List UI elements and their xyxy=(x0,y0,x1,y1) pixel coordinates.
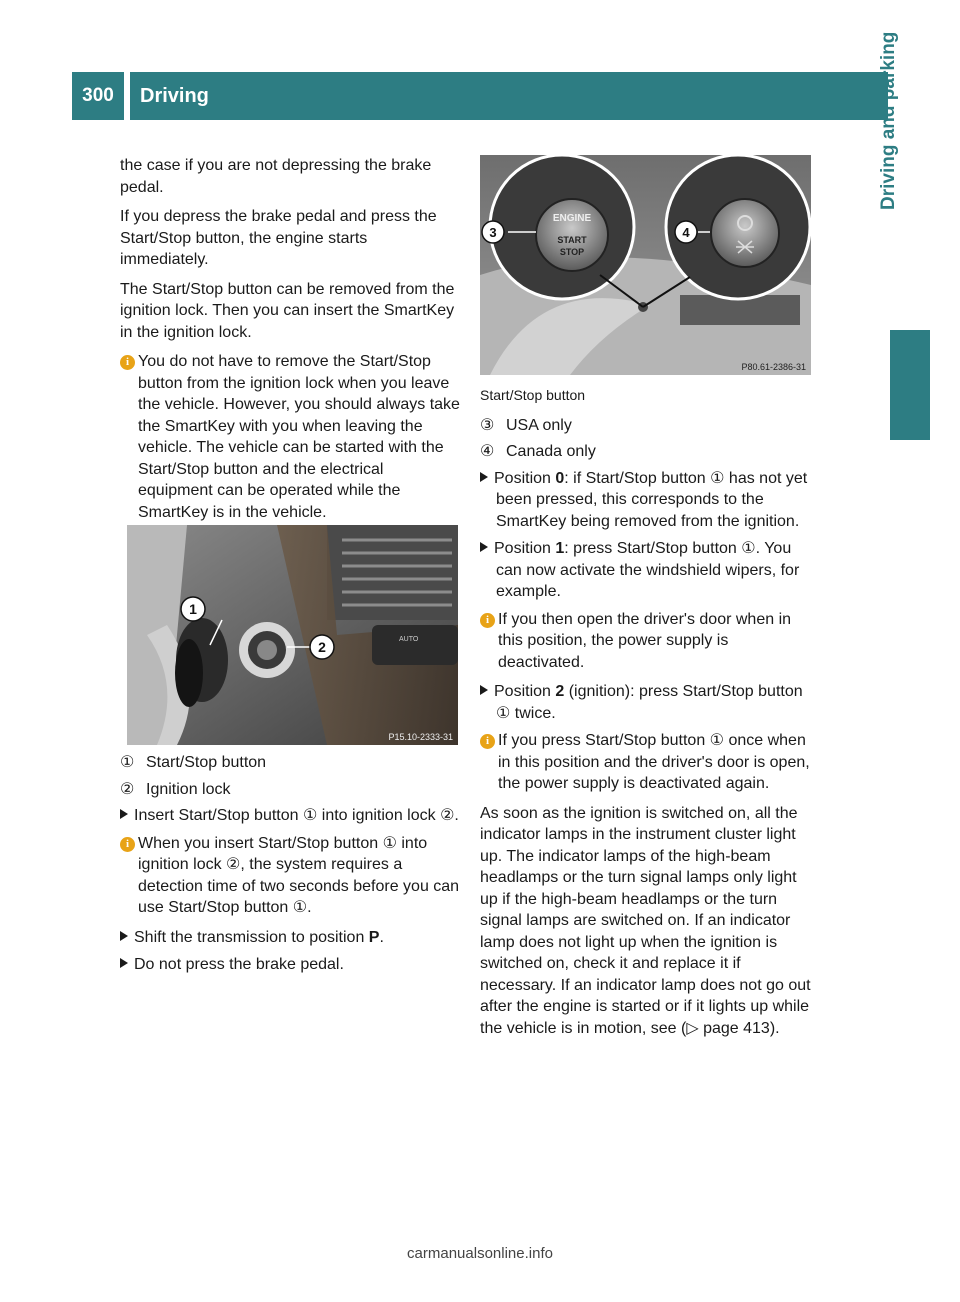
figure-caption: Start/Stop button xyxy=(480,387,586,403)
stop-label: STOP xyxy=(559,247,585,257)
legend-item xyxy=(120,752,460,774)
info-note-text: When you insert Start/Stop button ① into ignition lock ②, the system requires a detection time of two seconds before you can use Start/Stop button ①. xyxy=(138,834,460,916)
legend-item xyxy=(480,415,815,437)
step-text: Position xyxy=(494,540,556,557)
instruction-step xyxy=(120,954,460,976)
info-icon: i xyxy=(120,837,135,852)
paragraph: If you depress the brake pedal and press the Start/Stop button, the engine starts immediately. xyxy=(120,208,437,268)
side-tab-label: Driving and parking xyxy=(878,31,899,210)
start-stop-illustration xyxy=(480,155,811,375)
paragraph xyxy=(480,803,815,1040)
callout-3: 3 xyxy=(489,225,497,240)
callout-2: 2 xyxy=(318,639,326,655)
instruction-step xyxy=(480,538,815,603)
start-label: START xyxy=(557,235,587,245)
step-text: Do not press the brake pedal. xyxy=(134,956,344,973)
callout-4: 4 xyxy=(682,225,690,240)
step-text: : if Start/Stop button ① has not yet been pressed, this corresponds to the SmartKey being removed from the ignition. xyxy=(496,469,808,530)
legend-number: ③ xyxy=(480,416,495,434)
legend-number: ④ xyxy=(480,443,495,460)
info-note-text: If you press Start/Stop button ① once when in this position and the driver's door is open, the power supply is deactivated again. xyxy=(498,732,810,792)
step-emphasis: 1 xyxy=(555,540,565,557)
step-text: (ignition): press Start/Stop button ① twice. xyxy=(496,683,803,722)
legend-text: Start/Stop button xyxy=(146,754,267,771)
paragraph-text: As soon as the ignition is switched on, all the indicator lamps in the instrument cluster light up. The indicator lamps of the high-beam headlamps or the turn signal lamps only light up if the high-beam headlamps or the turn signal lamps are switched on. If an indicator lamp does not light up when the ignition is switched on, check it and replace it if necessary. If an indicator lamp does not go out after the engine is started or if it lights up while the vehicle is in motion, see xyxy=(480,804,811,1037)
legend-number: ① xyxy=(120,754,135,771)
step-arrow-icon xyxy=(120,931,128,941)
legend-text: Canada only xyxy=(506,443,596,460)
instruction-step xyxy=(120,927,460,949)
instruction-step xyxy=(480,468,815,533)
step-arrow-icon xyxy=(120,809,128,819)
engine-label: ENGINE xyxy=(552,213,592,224)
step-text: Shift the transmission to position xyxy=(134,928,369,946)
step-text: Position xyxy=(494,469,556,487)
step-text: Position xyxy=(494,683,556,700)
step-arrow-icon xyxy=(120,958,128,968)
right-column xyxy=(480,385,815,1047)
info-icon: i xyxy=(120,355,135,370)
watermark: carmanualsonline.info xyxy=(407,1245,553,1262)
ignition-lock-illustration xyxy=(127,525,458,745)
step-text: . xyxy=(379,928,384,946)
start-stop-figure xyxy=(480,155,811,375)
instruction-step xyxy=(120,805,460,827)
step-arrow-icon xyxy=(480,472,488,482)
figure-code: P80.61-2386-31 xyxy=(741,362,806,372)
paragraph: the case if you are not depressing the brake pedal. xyxy=(120,157,432,196)
info-icon: i xyxy=(480,734,495,749)
step-text: : press Start/Stop button ①. You can now activate the windshield wipers, for example. xyxy=(496,540,800,600)
step-emphasis: 2 xyxy=(555,683,565,700)
auto-label: AUTO xyxy=(399,636,419,643)
legend-text: USA only xyxy=(506,416,572,434)
info-note-text: You do not have to remove the Start/Stop button from the ignition lock when you leave the vehicle. However, you should always take the SmartKey with you when leaving the vehicle. The vehicle can be started with the Start/Stop button and the electrical equipment can be operated while the SmartKey is in the vehicle. xyxy=(138,353,460,521)
legend-text: Ignition lock xyxy=(146,780,231,798)
ignition-lock-figure xyxy=(127,525,458,745)
page-title: Driving xyxy=(140,84,209,107)
left-column-lower xyxy=(120,752,460,982)
info-icon: i xyxy=(480,613,495,628)
page-reference-link[interactable]: (▷ page 413). xyxy=(681,1019,780,1037)
step-arrow-icon xyxy=(480,542,488,552)
callout-1: 1 xyxy=(189,601,197,617)
figure-code: P15.10-2333-31 xyxy=(388,732,453,742)
instruction-step xyxy=(480,681,815,724)
info-note xyxy=(480,609,815,674)
info-note xyxy=(480,730,815,795)
step-emphasis: 0 xyxy=(555,469,565,487)
page-number: 300 xyxy=(82,85,114,106)
info-note xyxy=(120,351,460,523)
step-arrow-icon xyxy=(480,685,488,695)
header-divider xyxy=(124,72,130,120)
step-text: Insert Start/Stop button ① into ignition lock ②. xyxy=(134,807,459,824)
info-note-text: If you then open the driver's door when in this position, the power supply is deactivated. xyxy=(498,610,792,671)
left-column xyxy=(120,155,460,531)
paragraph: The Start/Stop button can be removed from the ignition lock. Then you can insert the SmartKey in the ignition lock. xyxy=(120,280,455,341)
legend-item xyxy=(120,779,460,801)
step-emphasis: P xyxy=(368,928,380,946)
legend-item xyxy=(480,441,815,463)
info-note xyxy=(120,833,460,919)
legend-number: ② xyxy=(120,780,135,798)
side-tab-marker xyxy=(890,330,930,440)
